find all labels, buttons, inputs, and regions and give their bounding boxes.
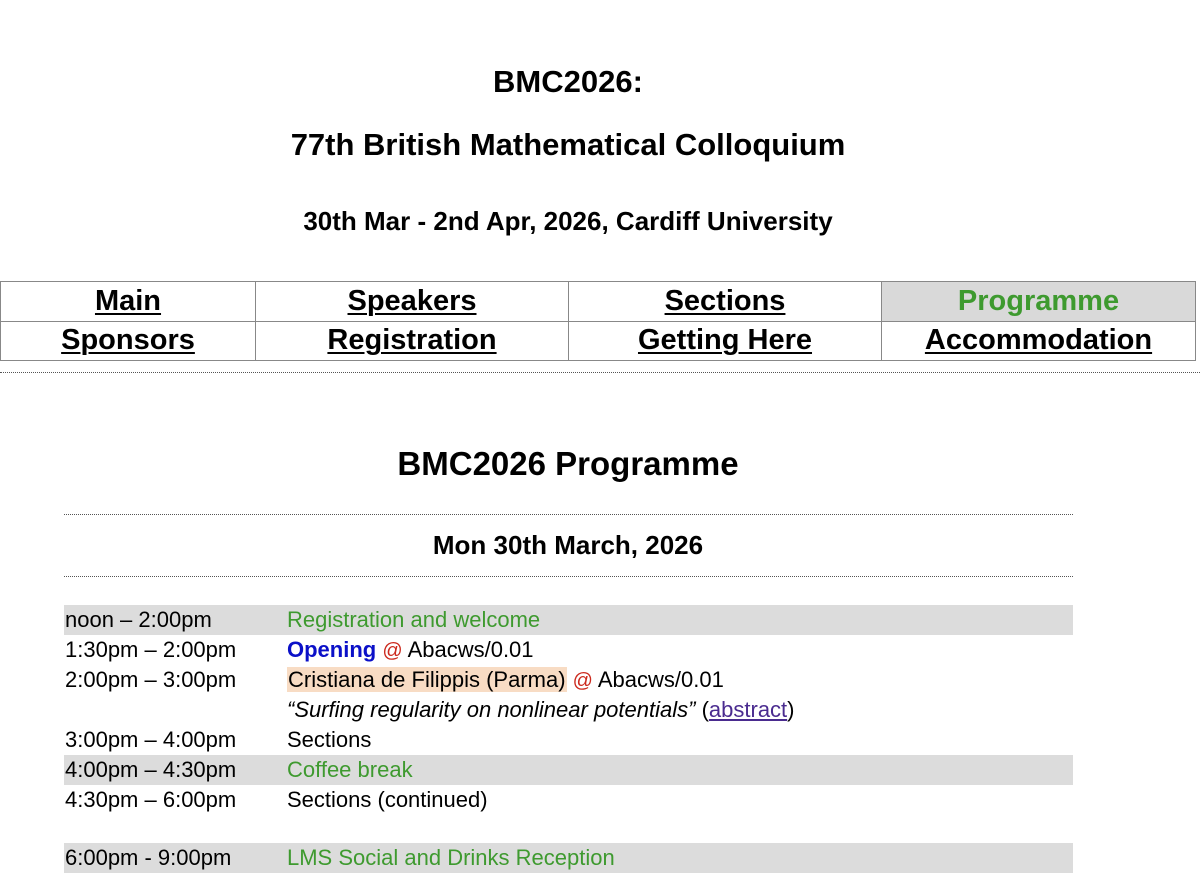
talk-title: “Surfing regularity on nonlinear potentials” <box>287 697 696 722</box>
row-event: Sections <box>287 727 372 752</box>
row-event-group <box>287 635 534 666</box>
row-time: 1:30pm – 2:00pm <box>65 637 237 662</box>
row-time: 3:00pm – 4:00pm <box>65 727 237 752</box>
row-time: 2:00pm – 3:00pm <box>65 667 237 692</box>
nav-cell-registration <box>256 321 569 361</box>
nav-link-accommodation[interactable]: Accommodation <box>924 324 1153 357</box>
site-subtitle: 77th British Mathematical Colloquium <box>290 127 846 162</box>
nav-cell-accommodation <box>882 321 1196 361</box>
at-symbol: @ <box>572 670 593 692</box>
paren-close: ) <box>787 697 795 722</box>
nav-table <box>0 281 1196 361</box>
nav-cell-getting-here <box>569 321 882 361</box>
day-title: Mon 30th March, 2026 <box>432 530 704 560</box>
plenary-speaker: Cristiana de Filippis (Parma) <box>288 667 566 692</box>
row-location: Abacws/0.01 <box>597 667 724 692</box>
abstract-link[interactable]: abstract <box>708 697 788 722</box>
nav-link-speakers[interactable]: Speakers <box>347 284 477 317</box>
row-time: noon – 2:00pm <box>65 607 212 632</box>
nav-cell-sponsors <box>1 321 256 361</box>
schedule-row <box>64 843 1073 873</box>
nav-current-programme: Programme <box>957 284 1120 317</box>
nav-link-main[interactable]: Main <box>94 284 162 317</box>
row-time: 6:00pm - 9:00pm <box>65 845 232 870</box>
at-symbol: @ <box>382 640 403 662</box>
divider <box>64 576 1073 577</box>
schedule-row <box>64 605 1073 635</box>
nav-link-sections[interactable]: Sections <box>664 284 786 317</box>
paren-open: ( <box>701 697 709 722</box>
row-time: 4:00pm – 4:30pm <box>65 757 237 782</box>
nav-link-registration[interactable]: Registration <box>327 324 497 357</box>
row-event: Coffee break <box>287 757 413 782</box>
schedule-row <box>64 785 1073 815</box>
nav-link-getting-here[interactable]: Getting Here <box>637 324 813 357</box>
event-dates-venue: 30th Mar - 2nd Apr, 2026, Cardiff University <box>303 206 833 236</box>
row-event: Registration and welcome <box>287 607 541 632</box>
schedule-row-talk <box>64 695 1073 725</box>
schedule-row <box>64 755 1073 785</box>
nav-cell-main <box>1 282 256 322</box>
nav-link-sponsors[interactable]: Sponsors <box>61 324 195 357</box>
site-title: BMC2026: <box>493 64 643 99</box>
row-location: Abacws/0.01 <box>407 637 534 662</box>
opening-label: Opening <box>287 637 377 662</box>
nav-cell-programme-current <box>882 282 1196 322</box>
divider <box>0 372 1200 373</box>
talk-line <box>287 695 795 725</box>
divider <box>64 514 1073 515</box>
schedule-row <box>64 635 1073 665</box>
row-event: Sections (continued) <box>287 787 488 812</box>
row-event-group <box>287 665 724 696</box>
row-event: LMS Social and Drinks Reception <box>287 845 615 870</box>
page-title: BMC2026 Programme <box>397 445 739 482</box>
row-time: 4:30pm – 6:00pm <box>65 787 237 812</box>
schedule-row <box>64 665 1073 695</box>
nav-cell-sections <box>569 282 882 322</box>
schedule-row <box>64 725 1073 755</box>
nav-cell-speakers <box>256 282 569 322</box>
